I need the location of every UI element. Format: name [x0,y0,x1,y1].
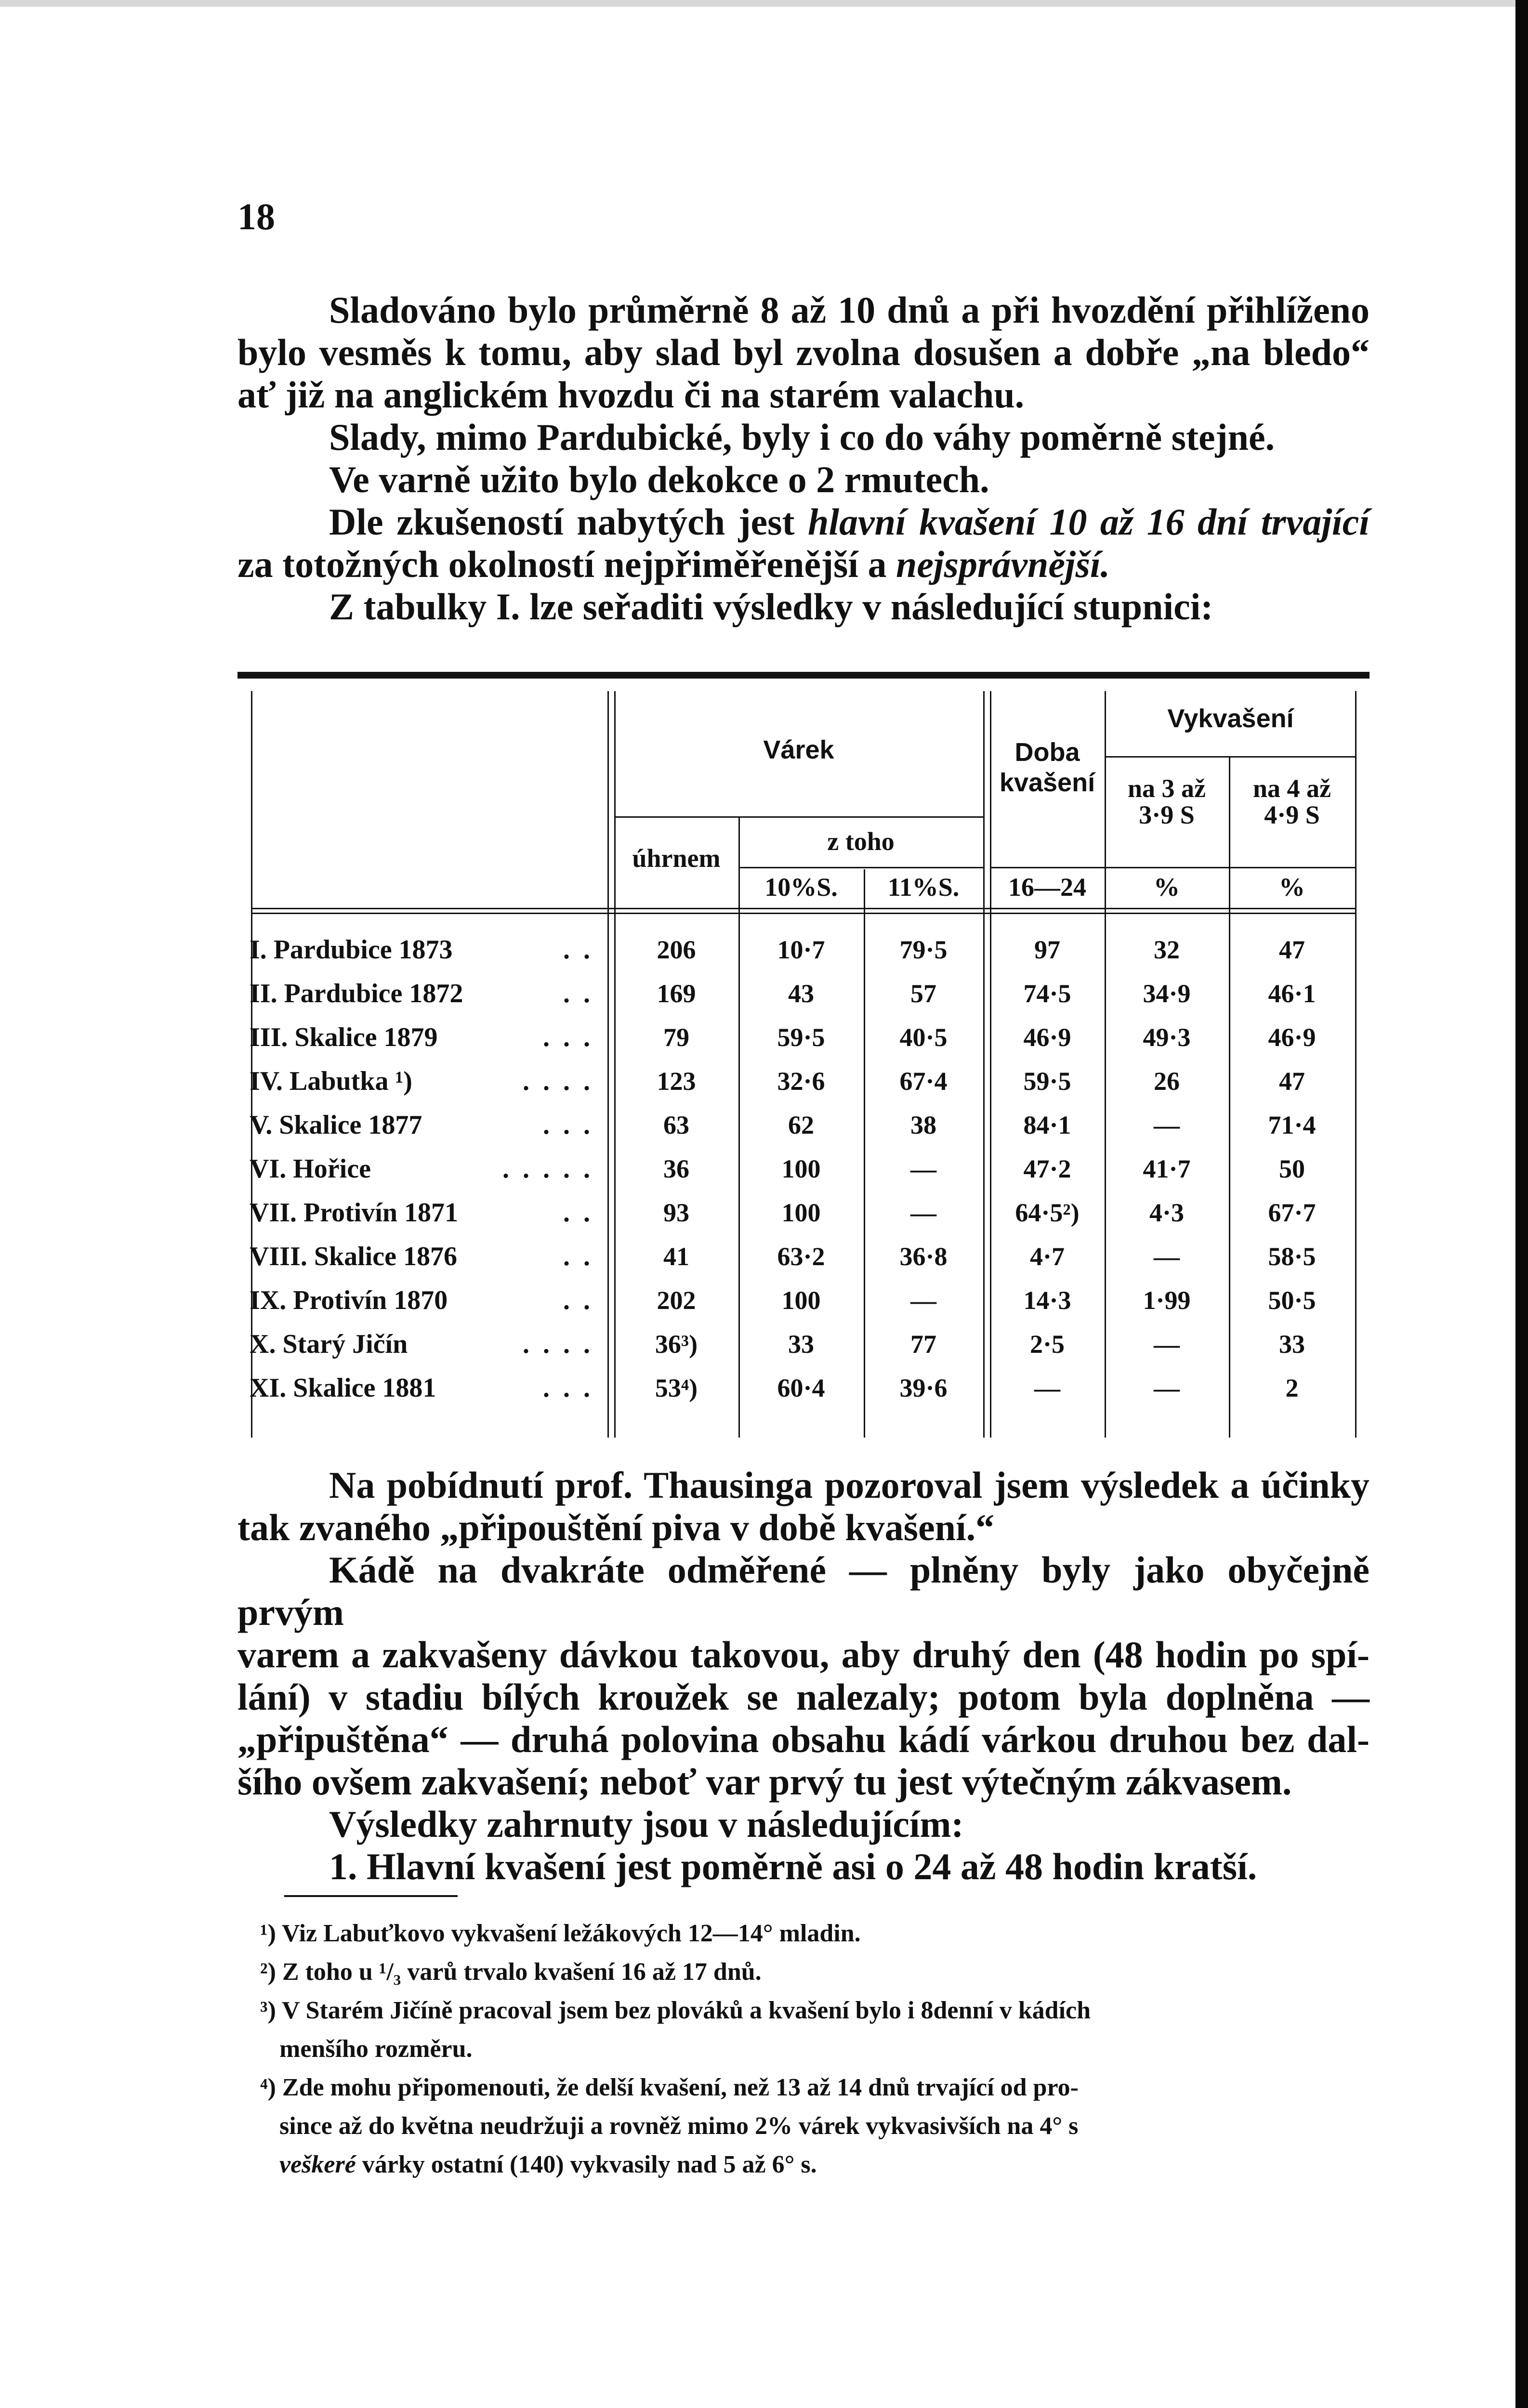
table-cell-p11: 79·5 [899,935,948,964]
emphasis-text: nejsprávnější. [896,543,1110,585]
header-kvaseni: kvašení [999,768,1095,797]
table-cell-p11: 39·6 [899,1374,948,1402]
header-11-percent: 11%S. [887,873,960,902]
table-cell-total: 36³) [655,1330,698,1359]
table-hrule [614,816,983,818]
table-cell-doba: 14·3 [1023,1286,1071,1315]
header-varek: Várek [763,735,834,764]
table-hrule [738,867,983,868]
header-na3-line1: na 3 až [1128,774,1206,803]
table-cell-total: 53⁴) [655,1374,698,1402]
table-cell-total: 206 [657,935,696,964]
table-cell-v3: — [1154,1374,1180,1402]
footnote-4-cont [260,2146,1368,2184]
row-label: VIII. Skalice 1876 [250,1242,457,1271]
table-cell-p11: 40·5 [899,1023,948,1052]
footnote-rule [284,1895,458,1897]
footnote-3-cont: menšího rozměru. [279,2035,473,2063]
table-cell-doba: 59·5 [1023,1067,1071,1096]
table-cell-p11: 77 [910,1330,936,1359]
row-label: IX. Protivín 1870 [250,1285,448,1315]
table-vrule [251,691,252,1438]
table-cell-doba: 4·7 [1029,1242,1065,1271]
table-cell-v4: 50 [1279,1154,1305,1183]
table-cell-p11: 67·4 [899,1067,948,1096]
header-days-range: 16—24 [1008,873,1086,902]
leader-dots: .... [523,1066,604,1096]
table-cell-p10: 32·6 [777,1067,825,1096]
table-cell-v3: — [1154,1330,1180,1359]
paragraph-line: Sladováno bylo průměrně 8 až 10 dnů a při hvozdění přihlíženo [329,289,1370,331]
emphasis-text: veškeré [279,2151,356,2178]
table-cell-doba: 2·5 [1029,1330,1065,1359]
table-hrule [1105,756,1357,758]
paragraph-line: Kádě na dvakráte odměřené — plněny byly jako obyčejně prvým [237,1549,1370,1633]
table-cell-p11: — [910,1286,936,1315]
text-span: várky ostatní (140) vykvasily nad 5 až 6° s. [356,2151,817,2178]
table-cell-doba: 64·5²) [1015,1198,1080,1227]
table-vrule [614,691,616,1438]
row-label: VII. Protivín 1871 [250,1198,458,1228]
table-cell-doba: 47·2 [1023,1154,1071,1183]
table-hrule [990,867,1357,868]
text-span: Dle zkušeností nabytých jest [329,501,808,543]
table-cell-total: 93 [663,1198,689,1227]
table-cell-v4: 2 [1285,1374,1299,1402]
table-cell-total: 36 [663,1154,689,1183]
table-cell-p11: 57 [910,979,936,1008]
table-cell-doba: — [1034,1374,1060,1402]
footnote-4-cont: since až do května neudržuji a rovněž mimo 2% várek vykvasivších na 4° s [279,2112,1079,2140]
emphasis-text: hlavní kvašení 10 až 16 dní trvající [807,501,1370,543]
row-label: III. Skalice 1879 [250,1022,438,1052]
paragraph-line: bylo vesměs k tomu, aby slad byl zvolna dosušen a dobře „na bledo“ [237,331,1370,373]
table-cell-p10: 33 [788,1330,814,1359]
page-right-edge [1515,0,1528,2408]
row-label: I. Pardubice 1873 [250,935,453,965]
footnotes [260,1914,1368,2184]
table-cell-p10: 63·2 [777,1242,825,1271]
paragraph-line: Na pobídnutí prof. Thausinga pozoroval jsem výsledek a účinky [329,1464,1370,1506]
results-table [237,672,1370,1439]
paragraph-line: tak zvaného „připouštění piva v době kvašení.“ [237,1506,995,1548]
header-z-toho: z toho [827,827,895,856]
page-top-edge [0,0,1528,7]
table-vrule [983,691,985,1438]
text-span: za totožných okolností nejpřiměřenější a [237,543,896,585]
table-cell-v3: 49·3 [1143,1023,1191,1052]
header-vykvaseni: Vykvašení [1167,704,1294,733]
footnote-1: ¹) Viz Labuťkovo vykvašení ležákových 12—14° mladin. [260,1920,861,1947]
table-cell-total: 169 [657,979,696,1008]
table-cell-total: 63 [663,1111,689,1139]
header-doba: Doba [1014,738,1080,767]
table-vrule [607,691,609,1438]
leader-dots: ..... [502,1154,604,1184]
leader-dots: .. [563,1198,604,1228]
intro-text [237,289,1370,628]
results-text [237,1464,1370,1888]
paragraph-line [237,501,1370,543]
table-cell-doba: 74·5 [1023,979,1071,1008]
leader-dots: ... [543,1022,604,1052]
table-cell-v3: — [1154,1242,1180,1271]
table-cell-v4: 58·5 [1268,1242,1316,1271]
paragraph-line: Slady, mimo Pardubické, byly i co do váhy poměrně stejné. [329,416,1275,458]
row-label: V. Skalice 1877 [250,1110,422,1140]
header-uhrnem: úhrnem [632,844,721,873]
table-cell-doba: 46·9 [1023,1023,1071,1052]
table-cell-doba: 84·1 [1023,1111,1071,1139]
leader-dots: ... [543,1373,604,1403]
leader-dots: .. [563,1242,604,1271]
table-cell-v3: 41·7 [1143,1154,1191,1183]
paragraph-line: Z tabulky I. lze seřaditi výsledky v následující stupnici: [329,586,1213,628]
paragraph-line: ať již na anglickém hvozdu či na starém valachu. [237,374,1025,416]
header-na3-line2: 3·9 S [1139,800,1195,829]
table-cell-v3: 4·3 [1149,1198,1184,1227]
table-cell-v3: 26 [1154,1067,1180,1096]
table-cell-v4: 67·7 [1268,1198,1316,1227]
table-cell-v3: — [1154,1111,1180,1139]
table-cell-v3: 34·9 [1143,979,1191,1008]
footnote-2: ²) Z toho u ¹/₃ varů trvalo kvašení 16 až 17 dnů. [260,1958,762,1986]
header-10-percent: 10%S. [764,873,838,902]
table-cell-p11: 36·8 [899,1242,948,1271]
paragraph-line: „připuštěna“ — druhá polovina obsahu kádí várkou druhou bez dal- [237,1718,1370,1760]
table-cell-v4: 47 [1279,935,1305,964]
paragraph-line: 1. Hlavní kvašení jest poměrně asi o 24 až 48 hodin kratší. [329,1845,1257,1887]
table-cell-v4: 46·1 [1268,979,1316,1008]
table-cell-p10: 59·5 [777,1023,825,1052]
leader-dots: .. [563,935,604,965]
table-cell-p10: 100 [781,1198,821,1227]
header-na4-line2: 4·9 S [1264,800,1320,829]
paragraph-line: Výsledky zahrnuty jsou v následujícím: [329,1803,964,1845]
table-cell-total: 41 [663,1242,689,1271]
paragraph-line [237,543,1370,586]
table-cell-p10: 10·7 [777,935,825,964]
leader-dots: ... [543,1110,604,1140]
table-top-rule [237,672,1370,679]
table-cell-v4: 33 [1279,1330,1305,1359]
row-label: X. Starý Jičín [250,1329,408,1359]
table-cell-p10: 100 [781,1286,821,1315]
row-label: XI. Skalice 1881 [250,1373,436,1403]
table-vrule [1355,691,1357,1438]
row-label: IV. Labutka ¹) [250,1066,412,1096]
leader-dots: .... [523,1329,604,1359]
table-cell-v4: 46·9 [1268,1023,1316,1052]
table-cell-total: 79 [663,1023,689,1052]
table-hrule [251,908,1357,909]
row-label: II. Pardubice 1872 [250,979,463,1008]
header-percent: % [1154,873,1180,902]
table-cell-v4: 50·5 [1268,1286,1316,1315]
table-cell-p11: — [910,1198,936,1227]
table-vrule [990,691,991,1438]
table-cell-p11: 38 [910,1111,936,1139]
table-hrule [251,913,1357,914]
table-cell-v3: 1·99 [1143,1286,1191,1315]
leader-dots: .. [563,979,604,1008]
footnote-4: ⁴) Zde mohu připomenouti, že delší kvašení, než 13 až 14 dnů trvající od pro- [260,2074,1079,2101]
table-cell-doba: 97 [1034,935,1060,964]
row-label: VI. Hořice [250,1154,371,1184]
table-cell-p10: 60·4 [777,1374,825,1402]
page-number: 18 [237,196,275,237]
footnote-3: ³) V Starém Jičíně pracoval jsem bez plováků a kvašení bylo i 8denní v kádích [260,1997,1091,2024]
paragraph-line: varem a zakvašeny dávkou takovou, aby druhý den (48 hodin po spí- [237,1634,1370,1675]
leader-dots: .. [563,1285,604,1315]
table-cell-p10: 62 [788,1111,814,1139]
table-cell-v3: 32 [1154,935,1180,964]
paragraph-line: Ve varně užito bylo dekokce o 2 rmutech. [329,458,989,500]
paragraph-line: lání) v stadiu bílých kroužek se nalezaly; potom byla doplněna — [237,1676,1370,1718]
table-cell-total: 202 [657,1286,696,1315]
table-cell-v4: 71·4 [1268,1111,1316,1139]
header-na4-line1: na 4 až [1253,774,1331,803]
table-cell-p11: — [910,1154,936,1183]
table-cell-v4: 47 [1279,1067,1305,1096]
table-cell-p10: 100 [781,1154,821,1183]
paragraph-line: šího ovšem zakvašení; neboť var prvý tu jest výtečným zákvasem. [237,1761,1292,1803]
header-percent: % [1279,873,1305,902]
table-cell-total: 123 [657,1067,696,1096]
table-cell-p10: 43 [788,979,814,1008]
